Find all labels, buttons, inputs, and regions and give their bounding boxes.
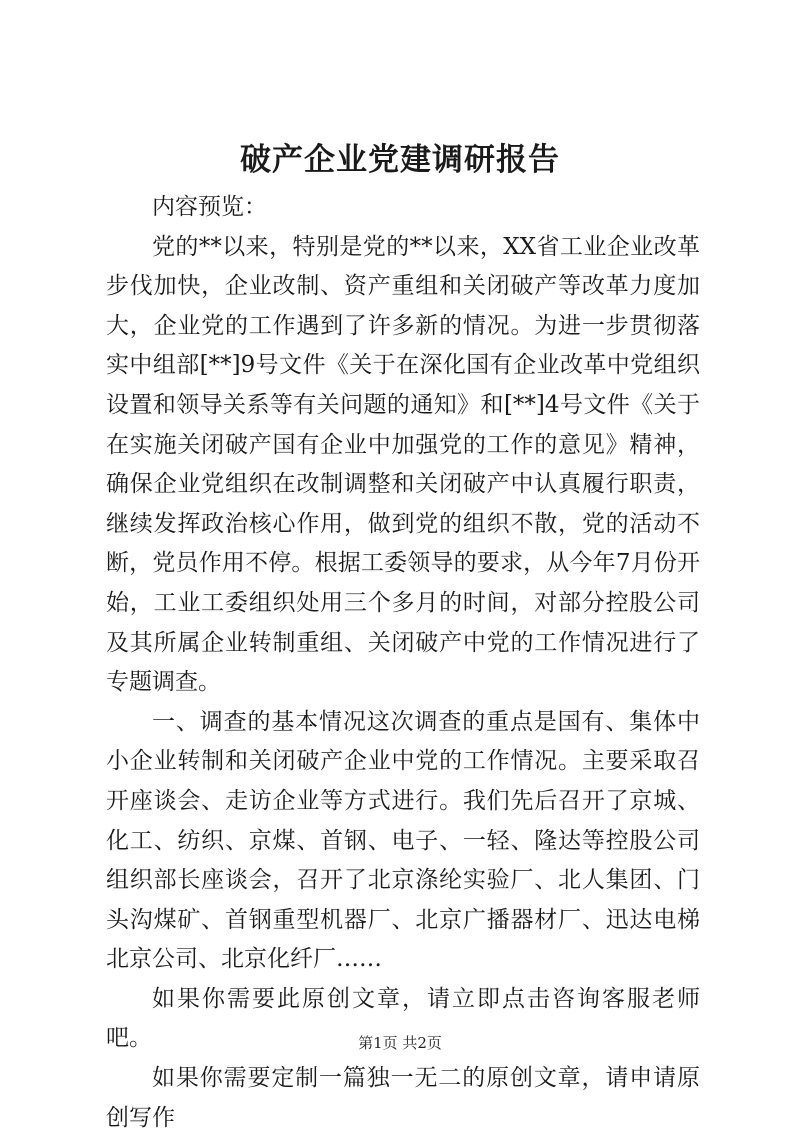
paragraph-custom-prompt: 如果你需要定制一篇独一无二的原创文章，请申请原创写作 [106, 1065, 700, 1131]
document-title: 破产企业党建调研报告 [240, 142, 560, 178]
document-body [106, 188, 700, 1138]
paragraph-section-one: 一、调查的基本情况这次调查的重点是国有、集体中小企业转制和关闭破产企业中党的工作情况。主要采取召开座谈会、走访企业等方式进行。我们先后召开了京城、化工、纺织、京煤、首钢、电子、一轻、隆达等控股公司组织部长座谈会，召开了北京涤纶实验厂、北人集团、门头沟煤矿、首钢重型机器厂、北京广播器材厂、迅达电梯北京公司、北京化纤厂…… [106, 708, 700, 973]
paragraph-consult-prompt: 如果你需要此原创文章，请立即点击咨询客服老师吧。 [106, 985, 700, 1052]
page-number: 第1页 共2页 [358, 1034, 442, 1052]
preview-label: 内容预览： [152, 194, 267, 220]
paragraph-intro: 党的**以来，特别是党的**以来，XX省工业企业改革步伐加快，企业改制、资产重组和关闭破产等改革力度加大，企业党的工作遇到了许多新的情况。为进一步贯彻落实中组部[**]9号文件《关于在深化国有企业改革中党组织设置和领导关系等有关问题的通知》和[**]4号文件《关于在实施关闭破产国有企业中加强党的工作的意见》精神，确保企业党组织在改制调整和关闭破产中认真履行职责，继续发挥政治核心作用，做到党的组织不散，党的活动不断，党员作用不停。根据工委领导的要求，从今年7月份开始，工业工委组织处用三个多月的时间，对部分控股公司及其所属企业转制重组、关闭破产中党的工作情况进行了专题调查。 [106, 233, 700, 696]
